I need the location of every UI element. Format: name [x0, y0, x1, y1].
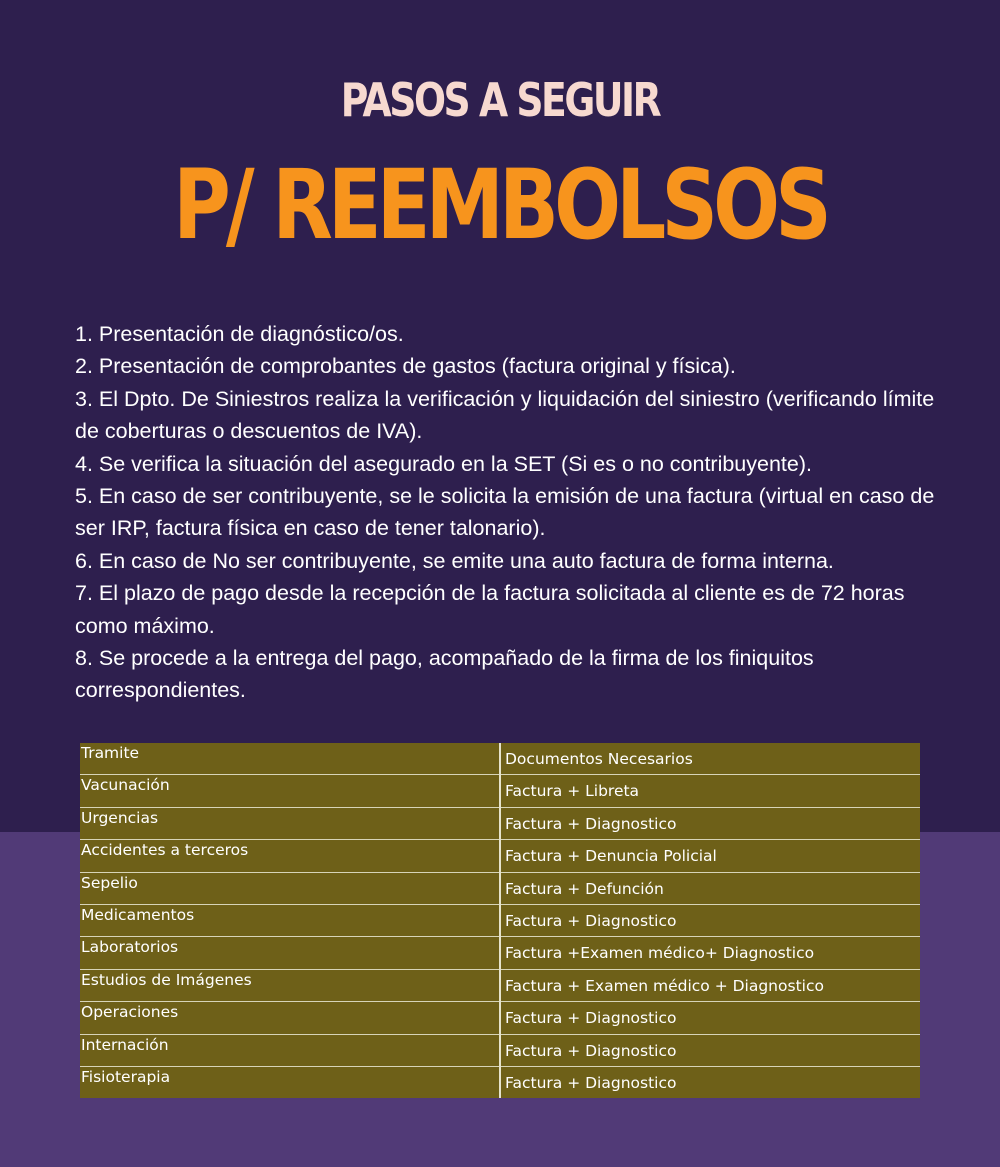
- step-item: 8. Se procede a la entrega del pago, acompañado de la firma de los finiquitos correspondientes.: [75, 646, 814, 703]
- tramite-cell: Accidentes a terceros: [80, 840, 500, 872]
- tramite-cell: Estudios de Imágenes: [80, 969, 500, 1001]
- documents-table: [80, 743, 920, 1098]
- steps-list: [75, 318, 955, 707]
- step-item: 1. Presentación de diagnóstico/os.: [75, 322, 404, 346]
- header-tramite: Tramite: [80, 743, 500, 775]
- table-row: [80, 1066, 920, 1098]
- documentos-cell: Factura + Diagnostico: [500, 904, 920, 936]
- header-documentos: Documentos Necesarios: [500, 743, 920, 775]
- tramite-cell: Laboratorios: [80, 937, 500, 969]
- documentos-cell: Factura + Defunción: [500, 872, 920, 904]
- step-item: 5. En caso de ser contribuyente, se le solicita la emisión de una factura (virtual en caso de ser IRP, factura física en caso de tener talonario).: [75, 484, 935, 541]
- tramite-cell: Operaciones: [80, 1002, 500, 1034]
- table-row: [80, 1034, 920, 1066]
- table-row: [80, 904, 920, 936]
- table-row: [80, 872, 920, 904]
- step-item: 4. Se verifica la situación del asegurado en la SET (Si es o no contribuyente).: [75, 451, 812, 476]
- table-row: [80, 1002, 920, 1034]
- documentos-cell: Factura + Examen médico + Diagnostico: [500, 969, 920, 1001]
- documentos-cell: Factura +Examen médico+ Diagnostico: [500, 937, 920, 969]
- tramite-cell: Vacunación: [80, 775, 500, 807]
- documentos-cell: Factura + Diagnostico: [500, 1002, 920, 1034]
- title-line-1: PASOS A SEGUIR: [340, 73, 660, 127]
- tramite-cell: Internación: [80, 1034, 500, 1066]
- documentos-cell: Factura + Diagnostico: [500, 807, 920, 839]
- documentos-cell: Factura + Diagnostico: [500, 1034, 920, 1066]
- tramite-cell: Medicamentos: [80, 904, 500, 936]
- table-row: [80, 969, 920, 1001]
- table-row: [80, 937, 920, 969]
- documentos-cell: Factura + Denuncia Policial: [500, 840, 920, 872]
- step-item: 7. El plazo de pago desde la recepción de la factura solicitada al cliente es de 72 horas como máximo.: [75, 581, 905, 638]
- table-row: [80, 807, 920, 839]
- table-row: [80, 840, 920, 872]
- tramite-cell: Urgencias: [80, 807, 500, 839]
- step-item: 6. En caso de No ser contribuyente, se emite una auto factura de forma interna.: [75, 548, 834, 573]
- title-line-2: P/ REEMBOLSOS: [173, 149, 827, 261]
- tramite-cell: Sepelio: [80, 872, 500, 904]
- table-header-row: [80, 743, 920, 775]
- documentos-cell: Factura + Diagnostico: [505, 1073, 677, 1092]
- documentos-cell: Factura + Libreta: [500, 775, 920, 807]
- step-item: 3. El Dpto. De Siniestros realiza la verificación y liquidación del siniestro (verificando límite de coberturas o descuentos de IVA).: [75, 386, 935, 444]
- tramite-cell: Fisioterapia: [80, 1066, 500, 1098]
- step-item: 2. Presentación de comprobantes de gastos (factura original y física).: [75, 354, 736, 379]
- table-row: [80, 775, 920, 807]
